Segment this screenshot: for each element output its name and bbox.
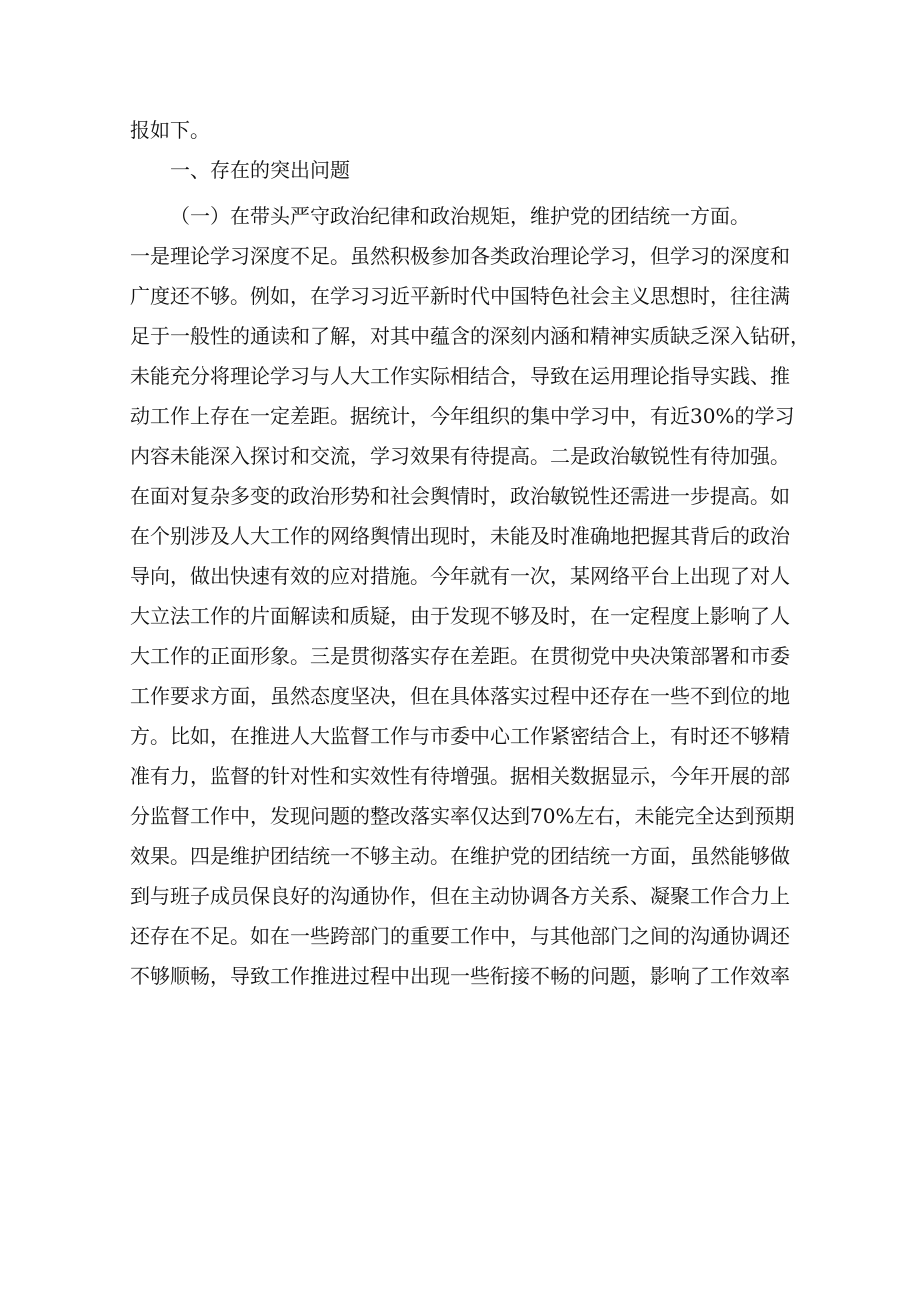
text-line: 大立法工作的片面解读和质疑，由于发现不够及时，在一定程度上影响了人 — [130, 604, 790, 628]
text-line: 还存在不足。如在一些跨部门的重要工作中，与其他部门之间的沟通协调还 — [130, 924, 790, 948]
text-line: 内容未能深入探讨和交流，学习效果有待提高。二是政治敏锐性有待加强。 — [130, 444, 790, 468]
text-line: 在个别涉及人大工作的网络舆情出现时，未能及时准确地把握其背后的政治 — [130, 524, 790, 548]
text-line: 大工作的正面形象。三是贯彻落实存在差距。在贯彻党中央决策部署和市委 — [130, 644, 790, 668]
text-line: 效果。四是维护团结统一不够主动。在维护党的团结统一方面，虽然能够做 — [130, 844, 790, 868]
text-line: 到与班子成员保良好的沟通协作，但在主动协调各方关系、凝聚工作合力上 — [130, 884, 790, 908]
text-line: 足于一般性的通读和了解，对其中蕴含的深刻内涵和精神实质缺乏深入钻研， — [130, 324, 810, 348]
text-line: 方。比如，在推进人大监督工作与市委中心工作紧密结合上，有时还不够精 — [130, 724, 790, 748]
subsection-heading: （一）在带头严守政治纪律和政治规矩，维护党的团结统一方面。 — [170, 204, 750, 228]
text-line: 广度还不够。例如，在学习习近平新时代中国特色社会主义思想时，往往满 — [130, 284, 790, 308]
text-line: 不够顺畅，导致工作推进过程中出现一些衔接不畅的问题，影响了工作效率 — [130, 964, 790, 988]
text-line: 一是理论学习深度不足。虽然积极参加各类政治理论学习，但学习的深度和 — [130, 244, 790, 268]
text-line: 分监督工作中，发现问题的整改落实率仅达到70%左右，未能完全达到预期 — [130, 804, 795, 828]
text-line — [130, 996, 790, 1036]
text-line: 准有力，监督的针对性和实效性有待增强。据相关数据显示，今年开展的部 — [130, 764, 790, 788]
text-line: 工作要求方面，虽然态度坚决，但在具体落实过程中还存在一些不到位的地 — [130, 684, 790, 708]
text-line: 未能充分将理论学习与人大工作实际相结合，导致在运用理论指导实践、推 — [130, 364, 790, 388]
document-body — [130, 110, 810, 1036]
text-line: 导向，做出快速有效的应对措施。今年就有一次，某网络平台上出现了对人 — [130, 564, 790, 588]
text-line: 报如下。 — [130, 118, 210, 142]
section-heading: 一、存在的突出问题 — [170, 158, 350, 182]
text-line: 在面对复杂多变的政治形势和社会舆情时，政治敏锐性还需进一步提高。如 — [130, 484, 790, 508]
text-line: 动工作上存在一定差距。据统计，今年组织的集中学习中，有近30%的学习 — [130, 404, 795, 428]
